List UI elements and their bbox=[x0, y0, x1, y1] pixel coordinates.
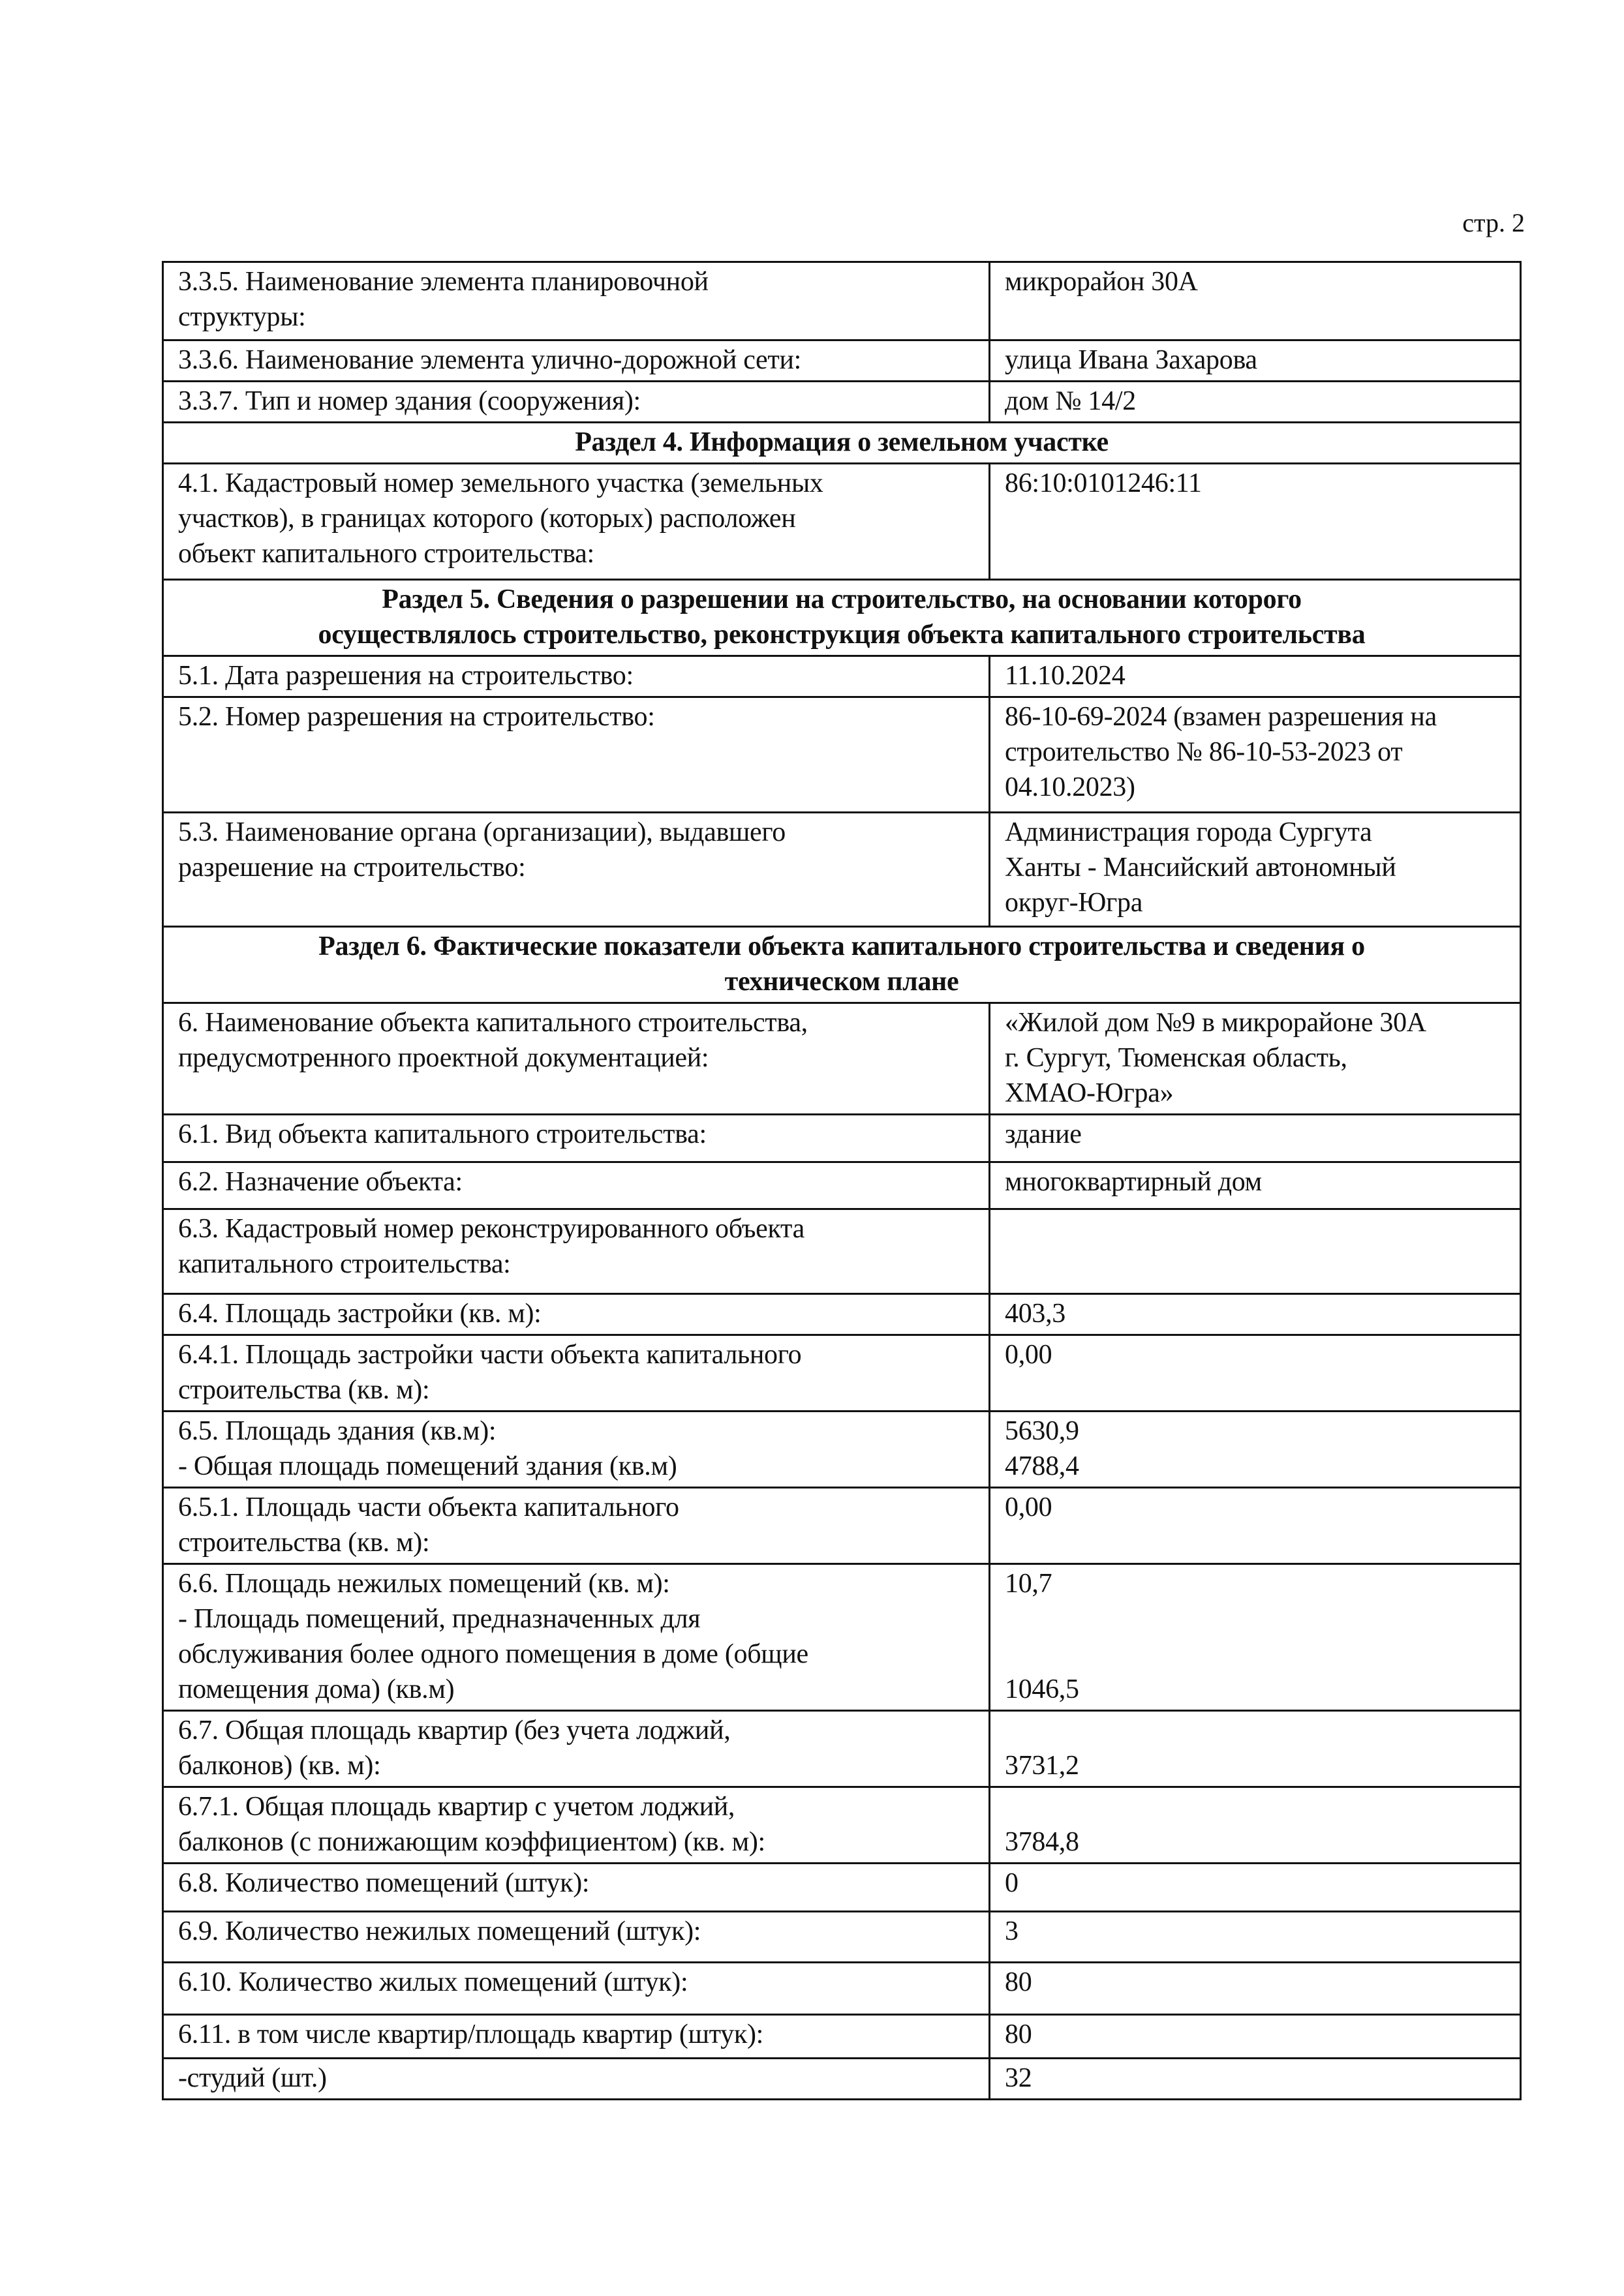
field-value-line: 3 bbox=[1005, 1916, 1019, 1946]
field-value-line bbox=[1005, 1789, 1509, 1824]
field-label bbox=[163, 1488, 990, 1564]
field-value-line: 32 bbox=[1005, 2063, 1032, 2093]
field-label-line: 6. Наименование объекта капитального строительства, bbox=[178, 1008, 808, 1038]
table-row bbox=[163, 1115, 1521, 1162]
field-value bbox=[990, 1162, 1521, 1209]
field-value-line bbox=[1005, 1601, 1509, 1637]
field-label bbox=[163, 697, 990, 813]
field-label bbox=[163, 262, 990, 340]
page-number: стр. 2 bbox=[1462, 208, 1525, 237]
field-label-line: участков), в границах которого (которых) расположен bbox=[178, 504, 796, 534]
field-value-line: 86-10-69-2024 (взамен разрешения на bbox=[1005, 702, 1437, 732]
section-title bbox=[163, 580, 1521, 656]
section-title-line: Раздел 6. Фактические показатели объекта капитального строительства и сведения о bbox=[318, 931, 1365, 961]
field-label-line: 3.3.7. Тип и номер здания (сооружения): bbox=[178, 386, 641, 416]
table-row bbox=[163, 382, 1521, 423]
field-label-line: - Общая площадь помещений здания (кв.м) bbox=[178, 1451, 677, 1481]
field-value bbox=[990, 1564, 1521, 1711]
field-label bbox=[163, 1963, 990, 2015]
field-value-line bbox=[1005, 1637, 1509, 1672]
field-label-line: разрешение на строительство: bbox=[178, 853, 526, 883]
field-value-line: Администрация города Сургута bbox=[1005, 817, 1372, 847]
field-label bbox=[163, 1412, 990, 1488]
field-label-line: 6.4.1. Площадь застройки части объекта капитального bbox=[178, 1340, 802, 1370]
field-value-line bbox=[1005, 1211, 1509, 1246]
field-value bbox=[990, 1412, 1521, 1488]
field-label bbox=[163, 382, 990, 423]
field-value-line: 04.10.2023) bbox=[1005, 772, 1135, 802]
table-row bbox=[163, 340, 1521, 382]
field-value-line: микрорайон 30А bbox=[1005, 267, 1198, 297]
field-label bbox=[163, 1294, 990, 1335]
field-label-line: строительства (кв. м): bbox=[178, 1528, 430, 1558]
field-value-line: строительство № 86-10-53-2023 от bbox=[1005, 737, 1403, 767]
field-label bbox=[163, 1912, 990, 1963]
field-label bbox=[163, 1711, 990, 1787]
field-label bbox=[163, 1864, 990, 1912]
field-label-line: 5.2. Номер разрешения на строительство: bbox=[178, 702, 655, 732]
table-row bbox=[163, 1488, 1521, 1564]
field-value-line: 0,00 bbox=[1005, 1492, 1052, 1522]
field-label-line: 6.3. Кадастровый номер реконструированного объекта bbox=[178, 1214, 804, 1244]
field-value bbox=[990, 262, 1521, 340]
document-table-body bbox=[163, 262, 1521, 2100]
field-label bbox=[163, 2015, 990, 2059]
table-row bbox=[163, 1787, 1521, 1864]
field-label bbox=[163, 1335, 990, 1412]
field-label-line: предусмотренного проектной документацией: bbox=[178, 1043, 709, 1073]
field-label-line: помещения дома) (кв.м) bbox=[178, 1674, 455, 1704]
field-label-line: -студий (шт.) bbox=[178, 2063, 327, 2093]
field-value-line: г. Сургут, Тюменская область, bbox=[1005, 1043, 1347, 1073]
field-value-line: 3784,8 bbox=[1005, 1827, 1079, 1857]
field-label bbox=[163, 1003, 990, 1115]
field-label-line: 6.7.1. Общая площадь квартир с учетом лоджий, bbox=[178, 1792, 735, 1822]
field-label-line: 6.10. Количество жилых помещений (штук): bbox=[178, 1967, 688, 1997]
section-title-line: Раздел 5. Сведения о разрешении на строительство, на основании которого bbox=[382, 584, 1302, 614]
table-row bbox=[163, 262, 1521, 340]
field-value bbox=[990, 340, 1521, 382]
field-value bbox=[990, 1335, 1521, 1412]
field-value-line: многоквартирный дом bbox=[1005, 1167, 1262, 1197]
field-label bbox=[163, 464, 990, 580]
field-label-line: 6.2. Назначение объекта: bbox=[178, 1167, 463, 1197]
table-row bbox=[163, 1711, 1521, 1787]
field-label bbox=[163, 1115, 990, 1162]
table-row bbox=[163, 1209, 1521, 1294]
field-value-line: 3731,2 bbox=[1005, 1751, 1079, 1781]
field-value bbox=[990, 1209, 1521, 1294]
field-label-line: 6.4. Площадь застройки (кв. м): bbox=[178, 1299, 542, 1329]
section-title-line: Раздел 4. Информация о земельном участке bbox=[575, 427, 1109, 457]
table-row bbox=[163, 813, 1521, 927]
field-value-line: здание bbox=[1005, 1119, 1082, 1149]
field-value-line: «Жилой дом №9 в микрорайоне 30А bbox=[1005, 1008, 1426, 1038]
field-value bbox=[990, 1488, 1521, 1564]
table-row bbox=[163, 1335, 1521, 1412]
field-value-line: 5630,9 bbox=[1005, 1416, 1079, 1446]
field-value-line bbox=[1005, 1713, 1509, 1748]
field-value-line: 4788,4 bbox=[1005, 1451, 1079, 1481]
field-value bbox=[990, 697, 1521, 813]
field-value bbox=[990, 2015, 1521, 2059]
table-row bbox=[163, 1564, 1521, 1711]
field-label-line: балконов (с понижающим коэффициентом) (кв. м): bbox=[178, 1827, 765, 1857]
field-value bbox=[990, 1294, 1521, 1335]
field-value-line: ХМАО-Югра» bbox=[1005, 1078, 1174, 1108]
field-label bbox=[163, 2059, 990, 2100]
field-label bbox=[163, 1564, 990, 1711]
field-label bbox=[163, 340, 990, 382]
field-value bbox=[990, 813, 1521, 927]
field-label-line: 3.3.6. Наименование элемента улично-дорожной сети: bbox=[178, 345, 801, 375]
field-value-line: 0 bbox=[1005, 1868, 1019, 1898]
field-label bbox=[163, 656, 990, 697]
field-label-line: объект капитального строительства: bbox=[178, 539, 594, 569]
section-title-line: техническом плане bbox=[724, 967, 959, 997]
field-value-line: Ханты - Мансийский автономный bbox=[1005, 853, 1396, 883]
field-value bbox=[990, 1711, 1521, 1787]
field-label-line: - Площадь помещений, предназначенных для bbox=[178, 1604, 701, 1634]
field-value-line: округ-Югра bbox=[1005, 888, 1143, 918]
table-row bbox=[163, 2015, 1521, 2059]
field-label-line: обслуживания более одного помещения в доме (общие bbox=[178, 1639, 808, 1669]
section-title bbox=[163, 423, 1521, 464]
table-row bbox=[163, 1003, 1521, 1115]
field-value-line: 403,3 bbox=[1005, 1299, 1066, 1329]
field-label-line: 5.3. Наименование органа (организации), выдавшего bbox=[178, 817, 786, 847]
table-row bbox=[163, 656, 1521, 697]
field-value-line: 0,00 bbox=[1005, 1340, 1052, 1370]
section-title-line: осуществлялось строительство, реконструкция объекта капитального строительства bbox=[318, 620, 1366, 650]
table-row bbox=[163, 1294, 1521, 1335]
field-label-line: 5.1. Дата разрешения на строительство: bbox=[178, 661, 634, 691]
field-label-line: 6.9. Количество нежилых помещений (штук): bbox=[178, 1916, 701, 1946]
field-value bbox=[990, 464, 1521, 580]
section-header-row bbox=[163, 423, 1521, 464]
field-value-line: 86:10:0101246:11 bbox=[1005, 468, 1202, 498]
field-label-line: структуры: bbox=[178, 302, 306, 332]
table-row bbox=[163, 464, 1521, 580]
field-value bbox=[990, 1787, 1521, 1864]
field-value bbox=[990, 1963, 1521, 2015]
section-header-row bbox=[163, 580, 1521, 656]
field-value-line: 11.10.2024 bbox=[1005, 661, 1126, 691]
field-value bbox=[990, 656, 1521, 697]
table-row bbox=[163, 1412, 1521, 1488]
field-label-line: 6.6. Площадь нежилых помещений (кв. м): bbox=[178, 1569, 670, 1599]
table-row bbox=[163, 2059, 1521, 2100]
field-label bbox=[163, 813, 990, 927]
field-value-line: 80 bbox=[1005, 2019, 1032, 2049]
field-label-line: 3.3.5. Наименование элемента планировочной bbox=[178, 267, 709, 297]
field-label-line: капитального строительства: bbox=[178, 1249, 511, 1279]
field-value bbox=[990, 1115, 1521, 1162]
field-value-line: 1046,5 bbox=[1005, 1674, 1079, 1704]
field-label-line: 6.1. Вид объекта капитального строительства: bbox=[178, 1119, 707, 1149]
section-header-row bbox=[163, 927, 1521, 1003]
field-label-line: 6.7. Общая площадь квартир (без учета лоджий, bbox=[178, 1715, 731, 1745]
field-value bbox=[990, 1912, 1521, 1963]
table-row bbox=[163, 1912, 1521, 1963]
field-label bbox=[163, 1162, 990, 1209]
field-label-line: 6.11. в том числе квартир/площадь квартир (штук): bbox=[178, 2019, 763, 2049]
section-title bbox=[163, 927, 1521, 1003]
field-label-line: 6.5.1. Площадь части объекта капитального bbox=[178, 1492, 679, 1522]
field-value bbox=[990, 1864, 1521, 1912]
field-value bbox=[990, 2059, 1521, 2100]
table-row bbox=[163, 697, 1521, 813]
field-value-line: 10,7 bbox=[1005, 1569, 1052, 1599]
table-row bbox=[163, 1162, 1521, 1209]
field-label bbox=[163, 1209, 990, 1294]
field-value bbox=[990, 382, 1521, 423]
field-label bbox=[163, 1787, 990, 1864]
table-row bbox=[163, 1864, 1521, 1912]
field-label-line: 6.5. Площадь здания (кв.м): bbox=[178, 1416, 497, 1446]
document-table bbox=[162, 261, 1522, 2100]
field-value bbox=[990, 1003, 1521, 1115]
field-label-line: 6.8. Количество помещений (штук): bbox=[178, 1868, 590, 1898]
field-value-line: 80 bbox=[1005, 1967, 1032, 1997]
field-value-line: улица Ивана Захарова bbox=[1005, 345, 1257, 375]
field-label-line: строительства (кв. м): bbox=[178, 1375, 430, 1405]
field-label-line: балконов) (кв. м): bbox=[178, 1751, 381, 1781]
table-row bbox=[163, 1963, 1521, 2015]
field-value-line: дом № 14/2 bbox=[1005, 386, 1136, 416]
field-label-line: 4.1. Кадастровый номер земельного участка (земельных bbox=[178, 468, 823, 498]
